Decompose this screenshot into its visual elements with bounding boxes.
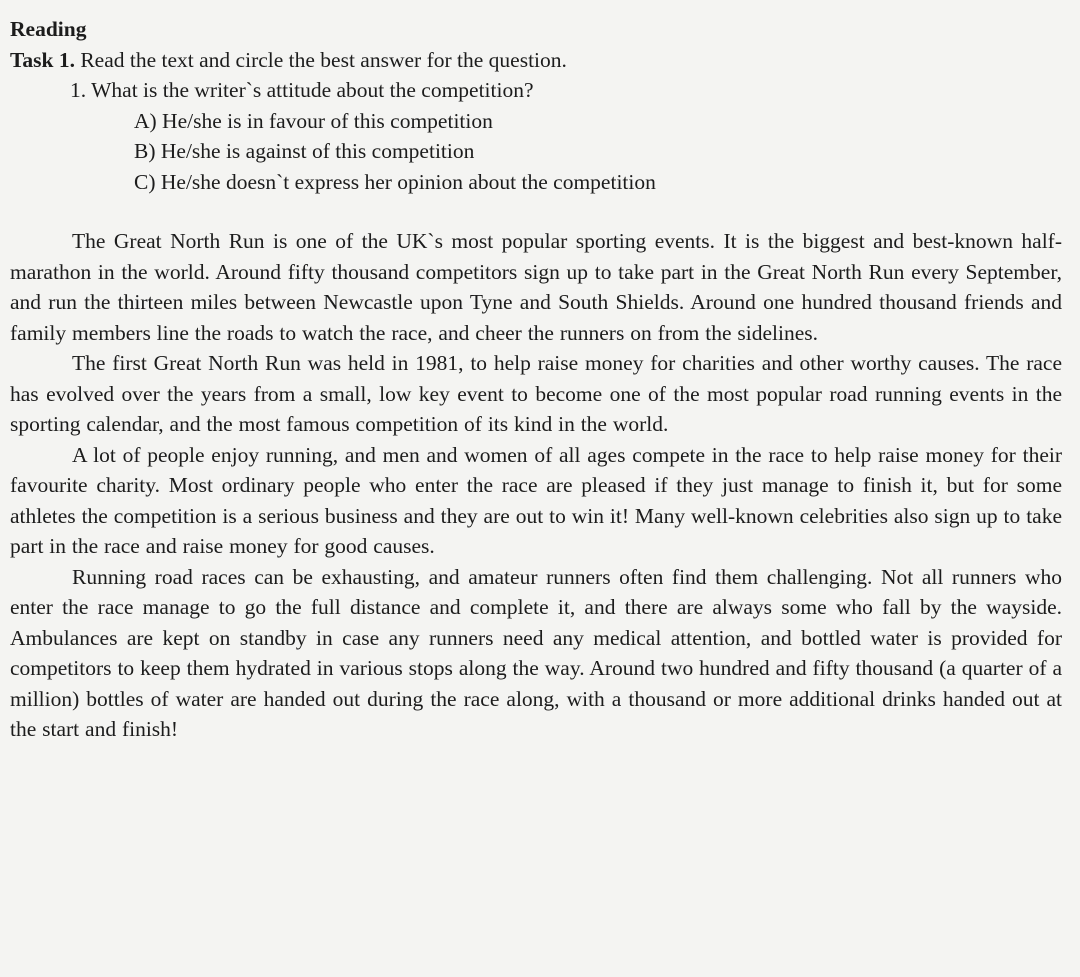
reading-passage (10, 226, 1062, 745)
spacer (10, 197, 1062, 226)
question-text: 1. What is the writer`s attitude about the competition? (70, 78, 534, 102)
answer-options (10, 106, 1062, 198)
worksheet-page (10, 14, 1062, 745)
passage-paragraph-3: A lot of people enjoy running, and men and women of all ages compete in the race to help raise money for their favourite charity. Most ordinary people who enter the race are pleased if they just manage to finish it, but for some athletes the competition is a serious business and they are out to win it! Many well-known celebrities also sign up to take part in the race and raise money for good causes. (10, 442, 1062, 558)
passage-paragraph-4: Running road races can be exhausting, and amateur runners often find them challenging. Not all runners who enter the race manage to go the full distance and complete it, and there are always some who fall by the wayside. Ambulances are kept on standby in case any runners need any medical attention, and bottled water is provided for competitors to keep them hydrated in various stops along the way. Around two hundred and fifty thousand (a quarter of a million) bottles of water are handed out during the race along, with a thousand or more additional drinks handed out at the start and finish! (10, 564, 1062, 741)
passage-paragraph-1: The Great North Run is one of the UK`s most popular sporting events. It is the biggest and best-known half-marathon in the world. Around fifty thousand competitors sign up to take part in the Great North Run every September, and run the thirteen miles between Newcastle upon Tyne and South Shields. Around one hundred thousand friends and family members line the roads to watch the race, and cheer the runners on from the sidelines. (10, 229, 1062, 345)
task-instruction: Read the text and circle the best answer for the question. (80, 47, 567, 72)
answer-option-b: B) He/she is against of this competition (134, 139, 475, 163)
section-title: Reading (10, 17, 87, 41)
task-label: Task 1. (10, 47, 75, 72)
task-instruction-line (10, 45, 1062, 76)
answer-option-c: C) He/she doesn`t express her opinion about the competition (134, 169, 656, 194)
answer-option-a: A) He/she is in favour of this competition (134, 108, 493, 133)
passage-paragraph-2: The first Great North Run was held in 1981, to help raise money for charities and other worthy causes. The race has evolved over the years from a small, low key event to become one of the most popular road running events in the sporting calendar, and the most famous competition of its kind in the world. (10, 351, 1062, 436)
